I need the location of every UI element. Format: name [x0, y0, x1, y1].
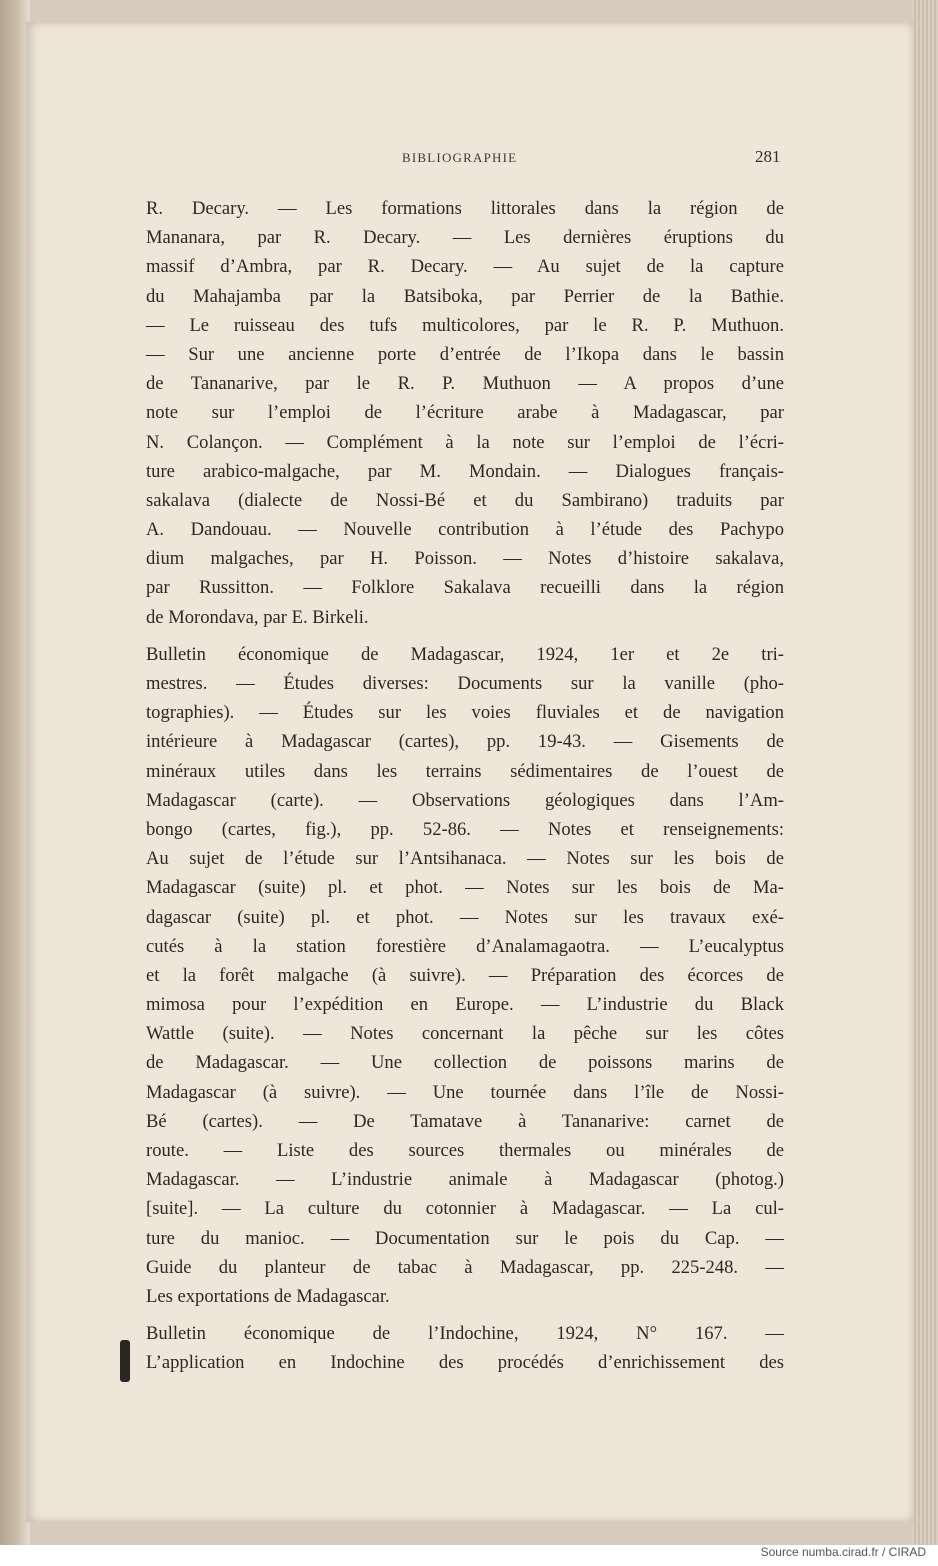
text-line: [suite]. — La culture du cotonnier à Madagascar. — La cul- — [146, 1198, 784, 1220]
text-line: Bulletin économique de l’Indochine, 1924, N° 167. — — [146, 1323, 784, 1345]
text-line: A. Dandouau. — Nouvelle contribution à l’étude des Pachypo — [146, 519, 784, 541]
text-line: ture arabico-malgache, par M. Mondain. — Dialogues français- — [146, 460, 784, 482]
source-credit: Source numba.cirad.fr / CIRAD — [760, 1545, 926, 1559]
text-line: Mananara, par R. Decary. — Les dernières éruptions du — [146, 227, 784, 249]
page-edges — [912, 0, 938, 1545]
text-line: N. Colançon. — Complément à la note sur l’emploi de l’écri- — [146, 431, 784, 453]
text-line: mimosa pour l’expédition en Europe. — L’industrie du Black — [146, 994, 784, 1016]
text-line: — Le ruisseau des tufs multicolores, par le R. P. Muthuon. — [146, 314, 784, 336]
text-line: L’application en Indochine des procédés d’enrichissement des — [146, 1352, 784, 1374]
text-line: Madagascar (suite) pl. et phot. — Notes sur les bois de Ma- — [146, 877, 784, 899]
bibliography-text — [146, 194, 784, 1378]
text-line: minéraux utiles dans les terrains sédimentaires de l’ouest de — [146, 760, 784, 782]
text-line: Bulletin économique de Madagascar, 1924, 1er et 2e tri- — [146, 643, 784, 665]
text-line: Madagascar (à suivre). — Une tournée dans l’île de Nossi- — [146, 1081, 784, 1103]
text-line: tographies). — Études sur les voies fluviales et de navigation — [146, 702, 784, 724]
page-number: 281 — [755, 147, 781, 166]
text-line: dagascar (suite) pl. et phot. — Notes sur les travaux exé- — [146, 906, 784, 928]
ink-blot-mark — [120, 1340, 130, 1382]
text-line: Au sujet de l’étude sur l’Antsihanaca. — Notes sur les bois de — [146, 848, 784, 870]
running-head: BIBLIOGRAPHIE — [402, 150, 518, 165]
text-line: cutés à la station forestière d’Analamagaotra. — L’eucalyptus — [146, 935, 784, 957]
text-line: mestres. — Études diverses: Documents sur la vanille (pho- — [146, 673, 784, 694]
text-line: et la forêt malgache (à suivre). — Préparation des écorces de — [146, 964, 784, 986]
text-line: sakalava (dialecte de Nossi-Bé et du Sambirano) traduits par — [146, 489, 784, 511]
text-line: R. Decary. — Les formations littorales dans la région de — [146, 198, 784, 219]
text-line: Guide du planteur de tabac à Madagascar, pp. 225-248. — — [146, 1256, 784, 1278]
text-line: intérieure à Madagascar (cartes), pp. 19-43. — Gisements de — [146, 731, 784, 753]
text-line: bongo (cartes, fig.), pp. 52-86. — Notes et renseignements: — [146, 818, 784, 840]
text-line: Bé (cartes). — De Tamatave à Tananarive: carnet de — [146, 1110, 784, 1132]
paragraph-gap — [146, 632, 784, 640]
text-line: Wattle (suite). — Notes concernant la pêche sur les côtes — [146, 1023, 784, 1045]
text-line: de Morondava, par E. Birkeli. — [146, 606, 369, 628]
text-line: Les exportations de Madagascar. — [146, 1285, 390, 1307]
text-line: Madagascar. — L’industrie animale à Madagascar (photog.) — [146, 1169, 784, 1191]
text-line: par Russitton. — Folklore Sakalava recueilli dans la région — [146, 577, 784, 599]
text-line: Madagascar (carte). — Observations géologiques dans l’Am- — [146, 789, 784, 811]
paragraph-gap — [146, 1311, 784, 1319]
text-line: note sur l’emploi de l’écriture arabe à Madagascar, par — [146, 402, 784, 424]
text-line: de Tananarive, par le R. P. Muthuon — A propos d’une — [146, 373, 784, 395]
text-line: route. — Liste des sources thermales ou minérales de — [146, 1140, 784, 1161]
text-line: massif d’Ambra, par R. Decary. — Au sujet de la capture — [146, 256, 784, 278]
text-line: ture du manioc. — Documentation sur le pois du Cap. — — [146, 1227, 784, 1249]
text-line: — Sur une ancienne porte d’entrée de l’Ikopa dans le bassin — [146, 343, 784, 365]
text-line: du Mahajamba par la Batsiboka, par Perrier de la Bathie. — [146, 285, 784, 307]
text-line: dium malgaches, par H. Poisson. — Notes d’histoire sakalava, — [146, 548, 784, 570]
text-line: de Madagascar. — Une collection de poissons marins de — [146, 1052, 784, 1074]
